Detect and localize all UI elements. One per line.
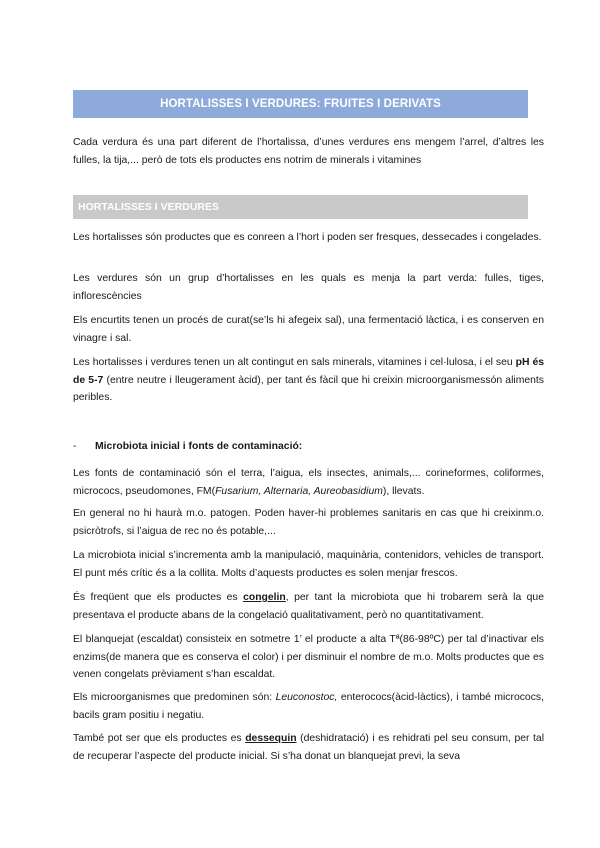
page-title: HORTALISSES I VERDURES: FRUITES I DERIVATS — [160, 98, 441, 110]
subheading-text: Microbiota inicial i fonts de contaminació: — [95, 441, 303, 452]
paragraph-ph: Les hortalisses i verdures tenen un alt contingut en sals minerals, vitamines i cel·lulosa, i el seu pH és de 5-7 (entre neutre i lleugerament àcid), per tant és fàcil que hi creixin microorganismessón aliments peribles. — [73, 357, 545, 403]
intro-paragraph: Cada verdura és una part diferent de l’hortalissa, d’unes verdures ens mengem l’arrel, d’altres les fulles, la tija,... però de tots els productes ens notrim de minerals i vitamines — [73, 137, 544, 166]
ph-highlight: pH és de 5-7 — [73, 357, 545, 386]
subheading-microbiota — [73, 438, 544, 455]
bullet-dash: - — [73, 441, 77, 452]
paragraph-blanquejat: El blanquejat (escaldat) consisteix en sotmetre 1’ el producte a alta Tª(86-98ºC) per tal d’inactivar els enzims(de manera que es conserva el color) i per disminuir el nombre de m.o. Molts productes que es venen congelats prèviament s’han escaldat. — [73, 634, 544, 680]
paragraph-microorganismes: Els microorganismes que predominen són: Leuconostoc, enterococs(àcid-làctics), i també micrococs, bacils gram positiu i negatiu. — [73, 692, 544, 721]
congelin-term: congelin — [243, 592, 286, 603]
paragraph-encurtits: Els encurtits tenen un procés de curat(se’ls hi afegeix sal), una fermentació làctica, i es conserven en vinagre i sal. — [73, 315, 544, 344]
paragraph-dessecacio: També pot ser que els productes es dessequin (deshidratació) i es rehidrati pel seu consum, per tal de recuperar l’aspecte del producte inicial. Si s’ha donat un blanquejat previ, la seva — [73, 733, 544, 762]
paragraph-patogens: En general no hi haurà m.o. patogen. Poden haver-hi problemes sanitaris en cas que hi creixinm.o. psicròtrofs, si l’aigua de rec no és potable,... — [73, 508, 544, 537]
title-banner — [73, 90, 528, 118]
dessequin-term: dessequin — [245, 733, 297, 744]
leuconostoc-term: Leuconostoc, — [275, 692, 338, 703]
section-banner — [73, 195, 528, 219]
paragraph-hortalisses: Les hortalisses són productes que es conreen a l’hort i poden ser fresques, dessecades i congelades. — [73, 232, 542, 243]
paragraph-congelacio: És freqüent que els productes es congelin, per tant la microbiota que hi trobarem serà la que presentava el producte abans de la congelació qualitativament, però no quantitativament. — [73, 592, 544, 621]
section-title: HORTALISSES I VERDURES — [78, 201, 219, 213]
paragraph-verdures: Les verdures són un grup d’hortalisses en les quals es menja la part verda: fulles, tiges, inflorescències — [73, 273, 544, 302]
paragraph-microbiota-inicial: La microbiota inicial s’incrementa amb la manipulació, maquinària, contenidors, vehicles de transport. El punt més crític és a la collita. Molts d’aquests productes es solen menjar frescos. — [73, 550, 544, 579]
fungi-names: Fusarium, Alternaria, Aureobasidium — [215, 485, 383, 497]
paragraph-fonts-contaminacio: Les fonts de contaminació són el terra, l’aigua, els insectes, animals,... corineformes, coliformes, micrococs, pseudomones, FM(Fusarium, Alternaria, Aureobasidium), llevats. — [73, 468, 544, 497]
